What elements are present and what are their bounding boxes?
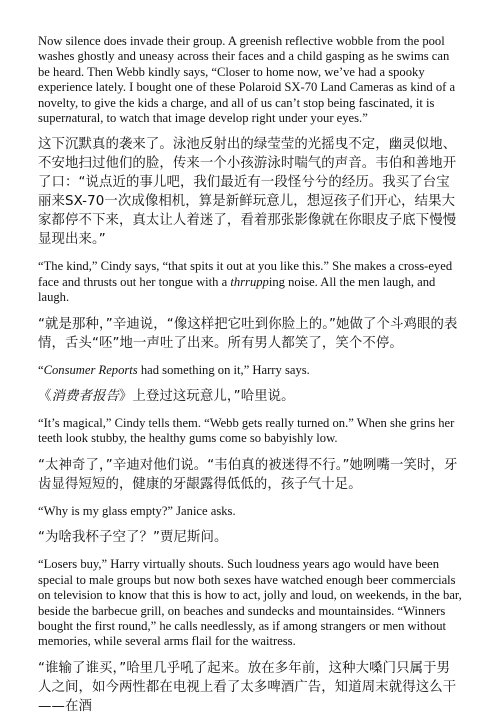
chinese-paragraph xyxy=(38,659,462,716)
chinese-paragraph xyxy=(38,387,462,406)
text-segment: atural, to watch that image develop right under your eyes.” xyxy=(71,111,368,126)
english-paragraph xyxy=(38,504,462,519)
text-segment: “The kind,” Cindy says, “that spits it out at you like this.” She makes a cross-eyed face and thrusts out her tongue with a xyxy=(38,259,453,289)
text-segment: “Losers buy,” Harry virtually shouts. Such loudness years ago would have been special to male groups but now both sexes have watched enough beer commercials on television to know that this is how to act, jolly and loud, on weekends, in the bar, beside the barbecue grill, on beaches and sundecks and mountainsides. “Winners bought the first round,” he calls needlessly, as if among strangers or men without memories, while several arms flail for the waitress. xyxy=(38,557,462,649)
text-segment: 《 xyxy=(38,389,52,405)
text-segment: “Why is my glass empty?” Janice asks. xyxy=(38,503,236,518)
text-segment: “就是那种，”辛迪说，“像这样把它吐到你脸上的。”她做了个斗鸡眼的表情，舌头“呸”地一声吐了出来。所有男人都笑了，笑个不停。 xyxy=(38,316,458,351)
text-segment: “It’s magical,” Cindy tells them. “Webb gets really turned on.” When she grins her teeth look stubby, the healthy gums come so babyishly low. xyxy=(38,416,455,446)
text-segment: ing noise. All the men laugh, and laugh. xyxy=(38,274,436,305)
text-segment: 这下沉默真的袭来了。泳池反射出的绿莹莹的光摇曳不定，幽灵似地、不安地扫过他们的脸，传来一个小孩游泳时喘气的声音。韦伯和善地开了口：“说点近的事儿吧，我们最近有一段怪兮兮的经历。我买了台宝丽来SX-70一次成像相机，算是新鲜玩意儿，想逗孩子们开心，结果大家都停不下来，真太让人着迷了，看着那张影像就在你眼皮子底下慢慢显现出来。” xyxy=(38,137,457,248)
italic-text: thrrupp xyxy=(230,274,269,289)
italic-text: Consumer Reports xyxy=(43,362,138,377)
english-paragraph xyxy=(38,416,462,447)
english-paragraph xyxy=(38,363,462,378)
text-segment: 》上登过这玩意儿，”哈里说。 xyxy=(118,389,295,405)
text-segment: had something on it,” Harry says. xyxy=(137,362,310,377)
text-segment: Now silence does invade their group. A greenish reflective wobble from the pool washes ghostly and uneasy across their faces and a child gasping as he swims can be heard. Then Webb kindly says, “Closer to home now, we’ve had a spooky experience lately. I bought one of these Polaroid SX-70 Land Cameras as kind of a novelty, to give the kids a charge, and all of us can’t stop being fascinated, it is super xyxy=(38,34,456,126)
english-paragraph xyxy=(38,259,462,305)
chinese-paragraph xyxy=(38,456,462,494)
text-segment: “ xyxy=(38,362,44,377)
english-paragraph xyxy=(38,34,462,126)
document-body xyxy=(38,34,462,716)
chinese-paragraph xyxy=(38,315,462,353)
text-segment: “谁输了谁买，”哈里几乎吼了起来。放在多年前，这种大嗓门只属于男人之间，如今两性都在电视上看了太多啤酒广告，知道周末就得这么干——在酒 xyxy=(38,660,457,714)
text-segment: “为啥我杯子空了？”贾尼斯问。 xyxy=(38,530,228,546)
chinese-paragraph xyxy=(38,528,462,547)
italic-text: n xyxy=(65,111,72,126)
text-segment: “太神奇了，”辛迪对他们说。“韦伯真的被迷得不行。”她咧嘴一笑时，牙齿显得短短的，健康的牙龈露得低低的，孩子气十足。 xyxy=(38,457,458,492)
chinese-paragraph xyxy=(38,135,462,249)
italic-text: 消费者报告 xyxy=(51,389,119,405)
english-paragraph xyxy=(38,557,462,649)
